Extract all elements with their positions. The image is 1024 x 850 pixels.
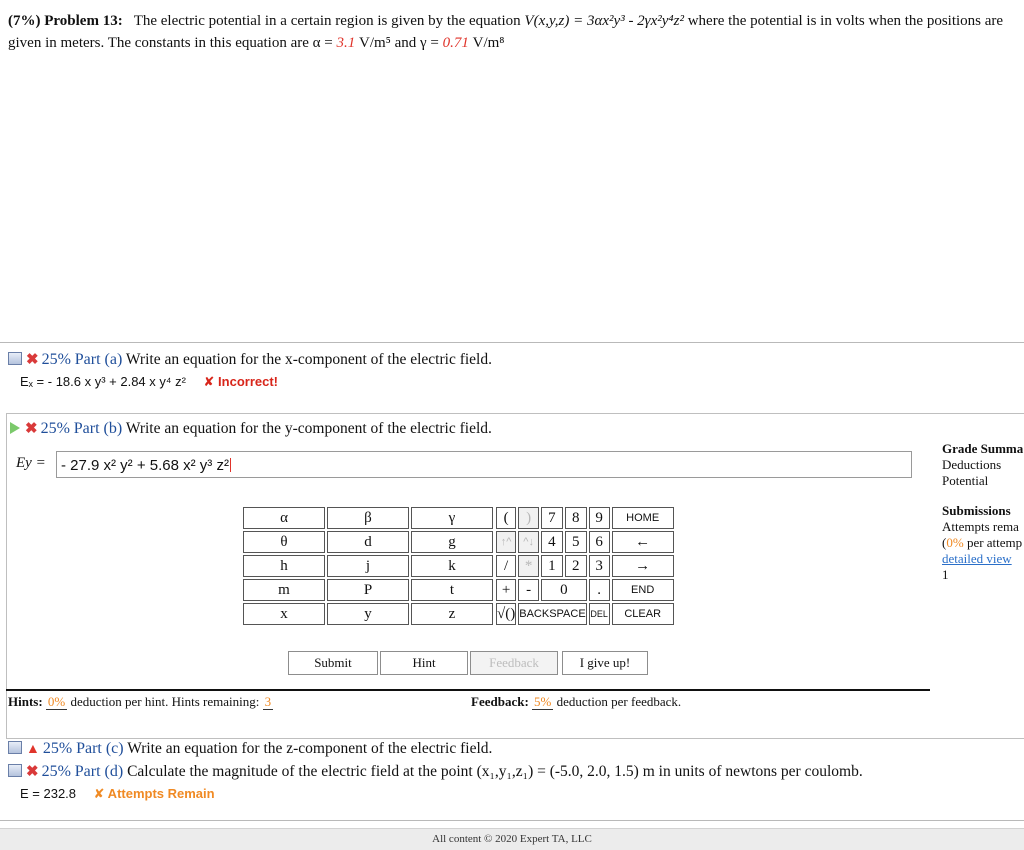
incorrect-x-icon: ✖ <box>25 421 38 437</box>
attempts-remaining-label: Attempts rema <box>942 519 1019 534</box>
text-caret <box>230 458 231 472</box>
part-a-percent: 25% <box>41 351 71 368</box>
problem-text-after: where the potential is in volts when the positions are given in meters. The constants in this equation are <box>8 13 1004 51</box>
hint-button[interactable]: Hint <box>380 651 468 675</box>
key-z[interactable]: z <box>411 603 493 625</box>
key-9[interactable]: 9 <box>589 507 610 529</box>
per-attempt-text: per attemp <box>966 535 1023 550</box>
key-3[interactable]: 3 <box>589 555 610 577</box>
key-t[interactable]: t <box>411 579 493 601</box>
alpha-value: 3.1 <box>336 35 356 51</box>
part-c-header <box>8 740 492 758</box>
key-g[interactable]: g <box>411 531 493 553</box>
incorrect-x-icon: ✖ <box>26 352 39 368</box>
key-m[interactable]: m <box>243 579 325 601</box>
detailed-view-link[interactable]: detailed view <box>942 551 1012 566</box>
hints-deduction: 0% <box>47 694 66 709</box>
key-multiply[interactable]: * <box>518 555 539 577</box>
expand-arrow-icon[interactable] <box>10 422 20 434</box>
part-a-status: ✘ Incorrect! <box>203 374 279 389</box>
part-a-answer-row <box>20 374 278 390</box>
key-4[interactable]: 4 <box>541 531 563 553</box>
key-x[interactable]: x <box>243 603 325 625</box>
key-h[interactable]: h <box>243 555 325 577</box>
part-d-answer-row <box>20 786 215 802</box>
key-y[interactable]: y <box>327 603 409 625</box>
give-up-button[interactable]: I give up! <box>562 651 648 675</box>
key-k[interactable]: k <box>411 555 493 577</box>
key-j[interactable]: j <box>327 555 409 577</box>
key-subscript[interactable]: ^↓ <box>518 531 539 553</box>
potential-equation: V(x,y,z) = 3αx²y³ - 2γx²y⁴z² <box>524 13 684 29</box>
grade-summary <box>942 441 1023 583</box>
per-attempt-percent: 0% <box>946 535 964 550</box>
key-open-paren[interactable]: ( <box>496 507 516 529</box>
key-7[interactable]: 7 <box>541 507 563 529</box>
key-0[interactable]: 0 <box>541 579 587 601</box>
feedback-deduction: 5% <box>534 694 552 709</box>
key-5[interactable]: 5 <box>565 531 587 553</box>
gamma-value: 0.71 <box>442 35 469 51</box>
part-d-answer: E = 232.8 <box>20 786 77 801</box>
key-minus[interactable]: - <box>518 579 539 601</box>
key-plus[interactable]: + <box>496 579 516 601</box>
key-sqrt[interactable]: √() <box>496 603 516 625</box>
key-clear[interactable]: CLEAR <box>612 603 674 625</box>
key-dot[interactable]: . <box>589 579 610 601</box>
part-b-header <box>10 419 492 438</box>
key-d[interactable]: d <box>327 531 409 553</box>
key-8[interactable]: 8 <box>565 507 587 529</box>
part-b-percent: 25% <box>40 420 70 437</box>
divider <box>0 342 1024 343</box>
grade-summary-title: Grade Summa <box>942 441 1024 456</box>
key-P[interactable]: P <box>327 579 409 601</box>
hints-divider <box>6 689 930 691</box>
key-superscript[interactable]: ↑^ <box>496 531 516 553</box>
key-home[interactable]: HOME <box>612 507 674 529</box>
submit-button[interactable]: Submit <box>288 651 378 675</box>
feedback-text: deduction per feedback. <box>556 694 682 709</box>
submissions-title: Submissions <box>942 503 1011 518</box>
part-c-prompt: Write an equation for the z-component of the electric field. <box>127 740 493 757</box>
part-a-answer: Eₓ = - 18.6 x y³ + 2.84 x y⁴ z² <box>20 374 186 389</box>
hints-label: Hints: <box>8 694 43 709</box>
key-right-arrow[interactable]: → <box>612 555 674 577</box>
warning-icon: ▲ <box>26 742 40 757</box>
key-close-paren[interactable]: ) <box>518 507 539 529</box>
part-b-label: Part (b) <box>73 420 123 437</box>
key-beta[interactable]: β <box>327 507 409 529</box>
feedback-button[interactable]: Feedback <box>470 651 558 675</box>
incorrect-x-icon: ✖ <box>26 764 39 780</box>
ey-label: Ey = <box>16 455 46 471</box>
key-del[interactable]: DEL <box>589 603 610 625</box>
answer-input[interactable] <box>56 451 912 478</box>
key-divide[interactable]: / <box>496 555 516 577</box>
problem-text-before: The electric potential in a certain region is given by the equation <box>133 13 521 29</box>
footer-divider <box>0 820 1024 821</box>
hints-remaining: 3 <box>264 694 272 709</box>
alpha-unit: V/m⁵ <box>358 35 391 51</box>
part-c-label: Part (c) <box>76 740 124 757</box>
answer-input-value: - 27.9 x² y² + 5.68 x² y³ z² <box>61 457 229 474</box>
key-left-arrow[interactable]: ← <box>612 531 674 553</box>
gamma-label: and γ = <box>394 35 439 51</box>
alpha-label: α = <box>312 35 333 51</box>
collapse-icon[interactable] <box>8 764 22 777</box>
footer <box>0 828 1024 850</box>
key-1[interactable]: 1 <box>541 555 563 577</box>
part-d-percent: 25% <box>41 763 71 780</box>
copyright-text: All content © 2020 Expert TA, LLC <box>432 833 592 845</box>
key-6[interactable]: 6 <box>589 531 610 553</box>
problem-title: Problem 13: <box>44 13 123 29</box>
part-d-label: Part (d) <box>74 763 124 780</box>
key-end[interactable]: END <box>612 579 674 601</box>
collapse-icon[interactable] <box>8 741 22 754</box>
key-2[interactable]: 2 <box>565 555 587 577</box>
gamma-unit: V/m⁸ <box>472 35 505 51</box>
hints-info <box>8 694 273 710</box>
feedback-info <box>471 694 681 710</box>
potential-label: Potential <box>942 473 989 488</box>
per-attempt-row: (0% per attemp <box>942 535 1023 550</box>
hints-text: deduction per hint. Hints remaining: <box>70 694 260 709</box>
problem-statement <box>8 10 1018 54</box>
problem-weight: (7%) <box>8 13 41 29</box>
part-c-percent: 25% <box>42 740 73 757</box>
part-a-prompt: Write an equation for the x-component of the electric field. <box>125 351 492 368</box>
key-alpha[interactable]: α <box>243 507 325 529</box>
part-a-label: Part (a) <box>74 351 123 368</box>
key-backspace[interactable]: BACKSPACE <box>518 603 586 625</box>
part-d-prompt: Calculate the magnitude of the electric field at the point (x₁,y₁,z₁) = (-5.0, 2.0, 1.5) m in units of newtons per coulomb. <box>127 763 863 780</box>
part-d-header <box>8 762 863 781</box>
submission-count: 1 <box>942 567 949 582</box>
feedback-label: Feedback: <box>471 694 529 709</box>
key-theta[interactable]: θ <box>243 531 325 553</box>
part-d-status: ✘ Attempts Remain <box>93 786 215 801</box>
number-keypad <box>494 505 676 627</box>
variable-keypad <box>241 505 495 627</box>
part-a-header <box>8 350 492 369</box>
key-gamma[interactable]: γ <box>411 507 493 529</box>
part-b-prompt: Write an equation for the y-component of the electric field. <box>125 420 492 437</box>
deductions-label: Deductions <box>942 457 1002 472</box>
collapse-icon[interactable] <box>8 352 22 365</box>
